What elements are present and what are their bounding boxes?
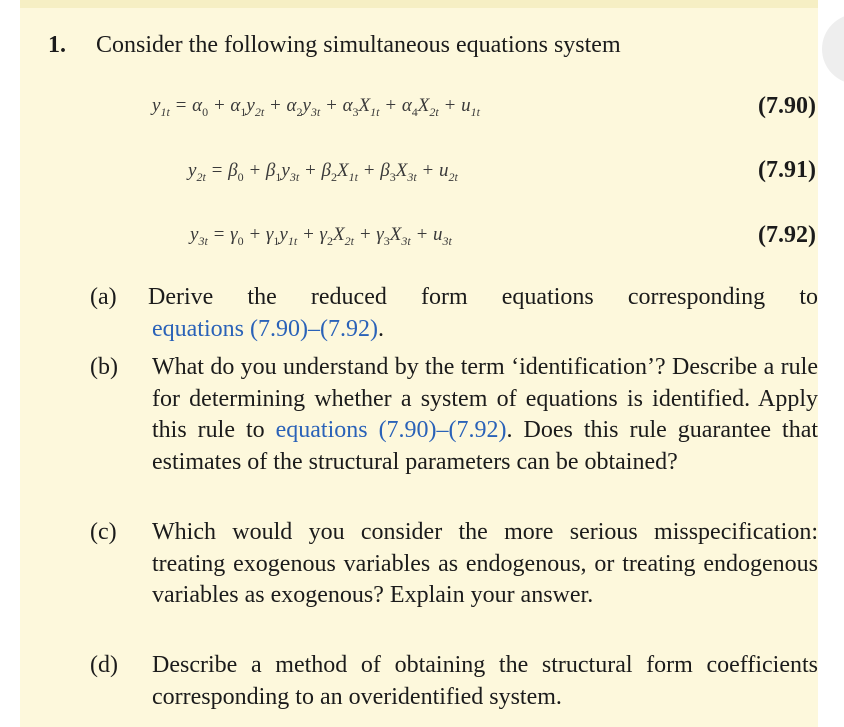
part-a-equation-link[interactable]: equations (7.90)–(7.92) — [152, 315, 378, 342]
part-d-label: (d) — [90, 652, 118, 678]
part-b-text-end: . Does this rule guarantee that estimates of the structural parameters can be obtained? — [152, 417, 819, 475]
part-a-text: Derive the reduced form equations corresponding to — [148, 284, 818, 310]
part-d — [90, 650, 818, 713]
part-a-label: (a) — [90, 284, 117, 310]
question-number: 1. — [48, 32, 66, 58]
equation-number-7-91: (7.91) — [758, 157, 816, 183]
part-a — [90, 282, 818, 345]
top-strip — [20, 0, 818, 8]
equation-7-90: $y_{1t} = \alpha_0 + \alpha_1y_{2t} + \alpha_2y_{3t} + \alpha_3X_{1t} + \alpha_4X_{2t} + u_{1t}$ — [152, 95, 480, 119]
part-c — [90, 517, 818, 612]
part-c-label: (c) — [90, 519, 117, 545]
equation-number-7-92: (7.92) — [758, 222, 816, 248]
floating-action-circle[interactable] — [822, 14, 844, 84]
part-c-text: Which would you consider the more serious misspecification: treating exogenous variables as endogenous, or treating endogenous variables as exogenous? Explain your answer. — [152, 519, 818, 608]
equation-7-92: $y_{3t} = \gamma_0 + \gamma_1y_{1t} + \gamma_2X_{2t} + \gamma_3X_{3t} + u_{3t}$ — [190, 224, 452, 248]
part-b-label: (b) — [90, 354, 118, 380]
part-b-text: What do you understand by the term ‘identification’? Describe a rule for determining whether a system of equations is identified. Apply this rule to — [152, 354, 818, 443]
equation-7-91: $y_{2t} = \beta_0 + \beta_1y_{3t} + \beta_2X_{1t} + \beta_3X_{3t} + u_{2t}$ — [188, 160, 458, 184]
part-a-text-end: . — [377, 315, 384, 342]
part-d-text: Describe a method of obtaining the structural form coefficients corresponding to an overidentified system. — [152, 652, 818, 710]
part-b-equation-link[interactable]: equations (7.90)–(7.92) — [275, 417, 507, 443]
equation-number-7-90: (7.90) — [758, 93, 816, 119]
question-intro: Consider the following simultaneous equations system — [96, 32, 621, 58]
part-b — [90, 352, 818, 478]
